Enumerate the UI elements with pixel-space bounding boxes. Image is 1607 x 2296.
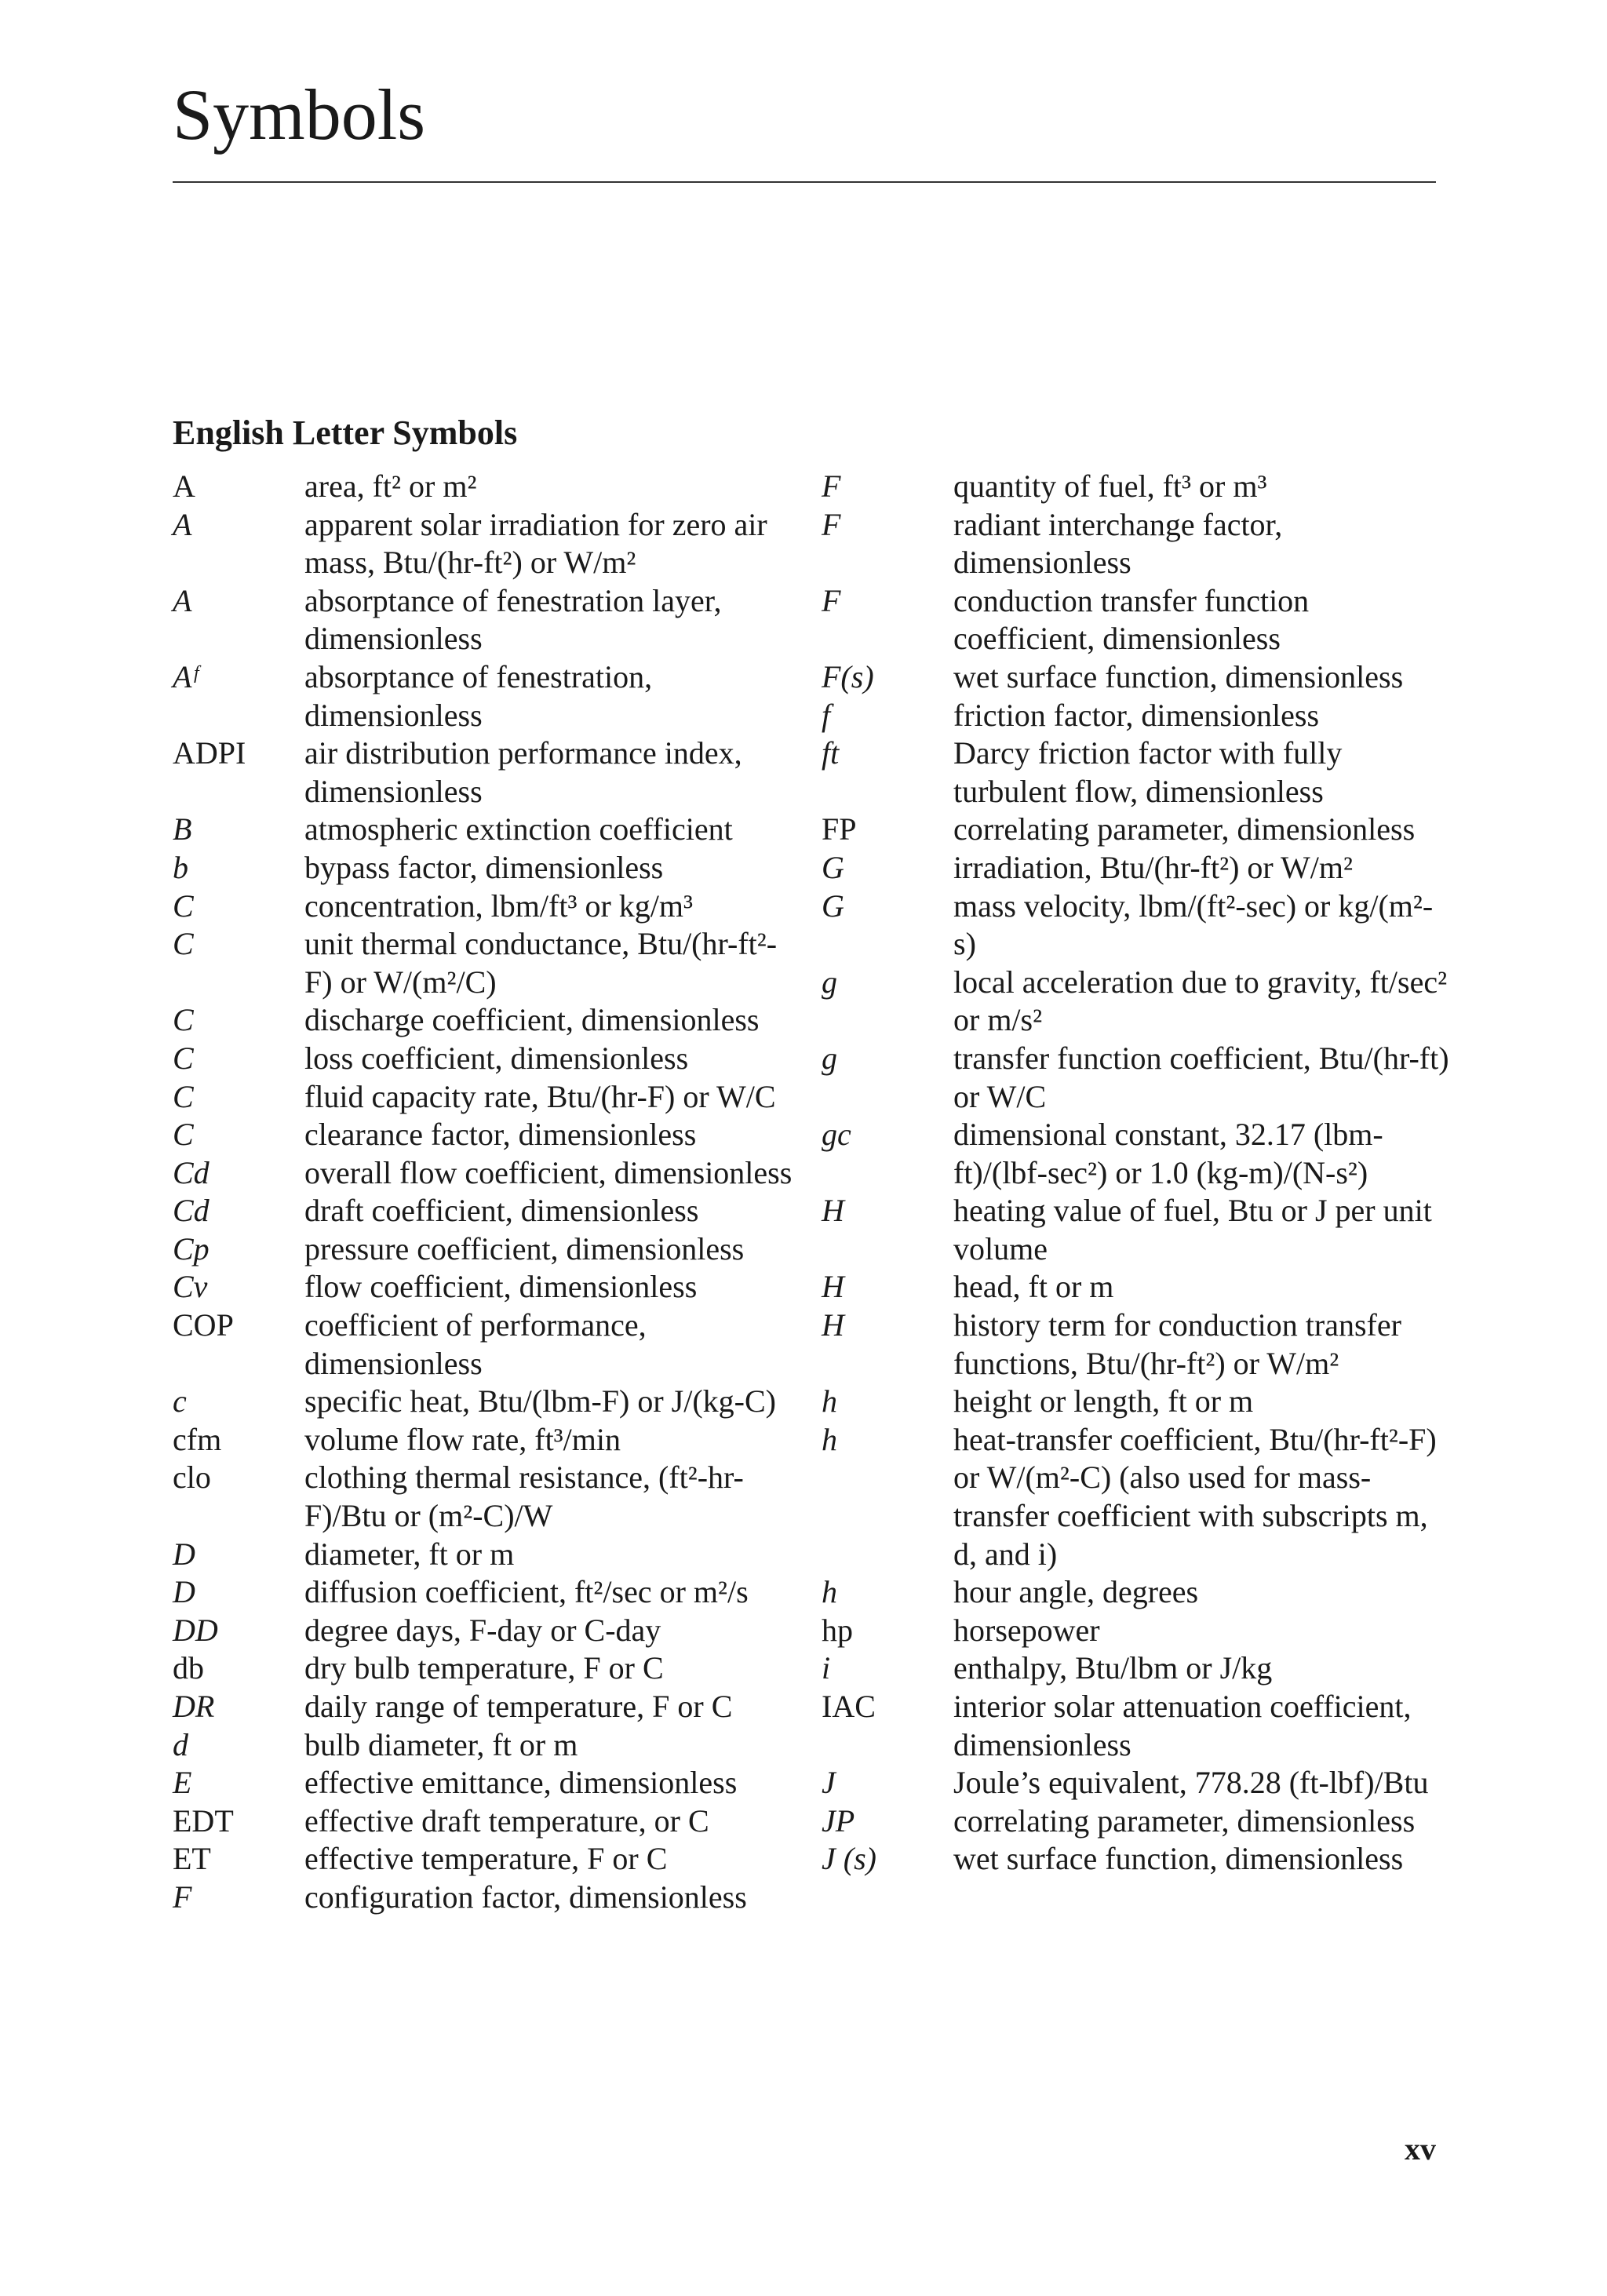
symbol: Cv <box>173 1269 208 1305</box>
symbol-entry <box>822 964 1449 1040</box>
symbol-definition: effective temperature, F or C <box>304 1841 668 1877</box>
symbol: d <box>173 1726 188 1762</box>
symbol-definition: dimensional constant, 32.17 (lbm-ft)/(lbf-sec²) or 1.0 (kg-m)/(N-s²) <box>953 1117 1383 1190</box>
symbol-entry <box>822 734 1449 811</box>
symbol: A <box>173 506 192 542</box>
symbol-definition: Darcy friction factor with fully turbulent flow, dimensionless <box>953 735 1343 809</box>
symbol-entry <box>173 1764 793 1802</box>
symbol: JP <box>822 1802 855 1839</box>
symbol: h <box>822 1383 837 1420</box>
symbol: F(s) <box>822 658 874 694</box>
symbol: g <box>822 964 837 1000</box>
symbol-definition: absorptance of fenestration layer, dimensionless <box>304 582 722 657</box>
symbol-definition: quantity of fuel, ft³ or m³ <box>953 468 1267 504</box>
symbol-entry <box>822 582 1449 658</box>
symbol-definition: volume flow rate, ft³/min <box>304 1421 621 1457</box>
symbol-definition: transfer function coefficient, Btu/(hr-ft) or W/C <box>953 1040 1449 1114</box>
symbol: J (s) <box>822 1841 876 1877</box>
symbol-entry <box>173 1840 793 1879</box>
symbol-entry <box>173 1802 793 1841</box>
symbol: A <box>173 468 195 504</box>
symbol-definition: effective emittance, dimensionless <box>304 1765 738 1801</box>
symbol: C <box>173 1002 194 1038</box>
right-symbol-column <box>822 468 1449 1879</box>
symbol: Aᶠ <box>173 658 198 694</box>
symbol: COP <box>173 1307 234 1343</box>
symbol-definition: wet surface function, dimensionless <box>953 1841 1404 1877</box>
symbol-entry <box>822 1840 1449 1879</box>
symbol-definition: friction factor, dimensionless <box>953 697 1320 733</box>
symbol-entry <box>822 1268 1449 1307</box>
symbol: hp <box>822 1612 853 1648</box>
symbol-entry <box>173 1879 793 1917</box>
symbol-definition: history term for conduction transfer functions, Btu/(hr-ft²) or W/m² <box>953 1307 1401 1381</box>
symbol-entry <box>173 1230 793 1269</box>
symbol: ft <box>822 735 840 771</box>
symbol: H <box>822 1269 844 1305</box>
symbol: C <box>173 1117 194 1153</box>
symbol: B <box>173 811 192 847</box>
symbol: F <box>822 582 841 618</box>
symbol-entry <box>173 1383 793 1421</box>
symbol: C <box>173 887 194 924</box>
symbol-entry <box>173 734 793 811</box>
symbol-definition: effective draft temperature, or C <box>304 1802 709 1839</box>
symbol: C <box>173 926 194 962</box>
symbol: Cp <box>173 1230 210 1266</box>
page-title: Symbols <box>173 75 426 155</box>
symbol-entry <box>822 1649 1449 1688</box>
symbol-entry <box>173 1649 793 1688</box>
symbol-entry <box>173 1154 793 1193</box>
title-divider <box>173 181 1436 183</box>
symbol-entry <box>822 468 1449 506</box>
symbol-definition: mass velocity, lbm/(ft²-sec) or kg/(m²-s) <box>953 887 1434 962</box>
symbol-entry <box>822 1040 1449 1116</box>
symbol-definition: apparent solar irradiation for zero air mass, Btu/(hr-ft²) or W/m² <box>304 506 767 581</box>
symbol-entry <box>173 1307 793 1383</box>
symbol-definition: clothing thermal resistance, (ft²-hr-F)/Btu or (m²-C)/W <box>304 1460 744 1534</box>
symbol-definition: concentration, lbm/ft³ or kg/m³ <box>304 887 693 924</box>
symbol-definition: unit thermal conductance, Btu/(hr-ft²-F) or W/(m²/C) <box>304 926 778 1000</box>
symbol-entry <box>173 1573 793 1612</box>
symbol-definition: heating value of fuel, Btu or J per unit volume <box>953 1193 1432 1266</box>
symbol-entry <box>173 1078 793 1117</box>
symbol: D <box>173 1574 195 1610</box>
symbol-definition: height or length, ft or m <box>953 1383 1254 1420</box>
symbol-entry <box>173 925 793 1001</box>
symbol: H <box>822 1307 844 1343</box>
symbol-definition: diameter, ft or m <box>304 1536 515 1572</box>
symbol-definition: local acceleration due to gravity, ft/sec² or m/s² <box>953 964 1448 1038</box>
symbol-definition: irradiation, Btu/(hr-ft²) or W/m² <box>953 849 1353 885</box>
symbol-definition: discharge coefficient, dimensionless <box>304 1002 760 1038</box>
symbol-entry <box>173 1192 793 1230</box>
symbol-entry <box>822 697 1449 735</box>
symbol: C <box>173 1040 194 1076</box>
symbol-definition: absorptance of fenestration, dimensionless <box>304 658 653 733</box>
page-number: xv <box>1405 2131 1436 2167</box>
symbol-entry <box>173 506 793 582</box>
symbol-entry <box>822 1573 1449 1612</box>
symbol: DR <box>173 1689 215 1724</box>
symbol-entry <box>173 1421 793 1460</box>
symbol-definition: area, ft² or m² <box>304 468 477 504</box>
symbol-definition: correlating parameter, dimensionless <box>953 811 1416 847</box>
symbol: F <box>822 468 841 504</box>
symbol-entry <box>173 1726 793 1765</box>
symbol: IAC <box>822 1689 876 1724</box>
symbol-entry <box>822 1612 1449 1650</box>
symbol-definition: degree days, F-day or C-day <box>304 1612 661 1648</box>
symbol-definition: configuration factor, dimensionless <box>304 1879 747 1915</box>
symbol-definition: correlating parameter, dimensionless <box>953 1802 1416 1839</box>
symbol: G <box>822 849 844 885</box>
symbol-entry <box>173 1116 793 1154</box>
symbol: Cd <box>173 1154 210 1190</box>
symbol-definition: pressure coefficient, dimensionless <box>304 1230 745 1266</box>
symbol-entry <box>173 1040 793 1078</box>
symbol: J <box>822 1765 836 1801</box>
symbol-entry <box>822 1307 1449 1383</box>
symbol-definition: conduction transfer function coefficient, dimensionless <box>953 582 1310 657</box>
symbol-definition: coefficient of performance, dimensionless <box>304 1307 647 1381</box>
symbol-entry <box>173 849 793 887</box>
symbol: F <box>173 1879 192 1915</box>
symbol: F <box>822 506 841 542</box>
symbol-entry <box>173 468 793 506</box>
symbol-entry <box>822 1802 1449 1841</box>
symbol-entry <box>173 1536 793 1574</box>
symbol-definition: fluid capacity rate, Btu/(hr-F) or W/C <box>304 1078 776 1114</box>
symbol-entry <box>822 811 1449 849</box>
symbol-entry <box>173 1459 793 1535</box>
symbol-entry <box>173 887 793 926</box>
symbol: b <box>173 849 188 885</box>
symbol-entry <box>173 811 793 849</box>
symbol-definition: clearance factor, dimensionless <box>304 1117 697 1153</box>
symbol: h <box>822 1421 837 1457</box>
symbol-definition: heat-transfer coefficient, Btu/(hr-ft²-F) or W/(m²-C) (also used for mass-transfer coefficient with subscripts m, d, and i) <box>953 1421 1437 1572</box>
symbol-entry <box>822 1688 1449 1764</box>
symbol: clo <box>173 1460 211 1496</box>
symbol-definition: bypass factor, dimensionless <box>304 849 664 885</box>
symbol: gc <box>822 1117 851 1153</box>
symbol: H <box>822 1193 844 1229</box>
symbol-definition: draft coefficient, dimensionless <box>304 1193 699 1229</box>
symbol: C <box>173 1078 194 1114</box>
symbol-definition: daily range of temperature, F or C <box>304 1689 733 1724</box>
symbol-entry <box>822 887 1449 964</box>
symbol-definition: enthalpy, Btu/lbm or J/kg <box>953 1650 1273 1686</box>
symbol-definition: horsepower <box>953 1612 1100 1648</box>
symbol: db <box>173 1650 204 1686</box>
left-symbol-column <box>173 468 793 1917</box>
symbol: FP <box>822 811 857 847</box>
symbol: i <box>822 1650 831 1686</box>
symbol-entry <box>173 1612 793 1650</box>
symbol: ET <box>173 1841 211 1877</box>
symbol-entry <box>822 1421 1449 1573</box>
symbol: A <box>173 582 192 618</box>
symbol-definition: flow coefficient, dimensionless <box>304 1269 698 1305</box>
symbol: EDT <box>173 1802 234 1839</box>
symbol-definition: loss coefficient, dimensionless <box>304 1040 689 1076</box>
symbol-entry <box>173 582 793 658</box>
symbol: E <box>173 1765 192 1801</box>
symbol: D <box>173 1536 195 1572</box>
symbol-entry <box>173 1268 793 1307</box>
section-heading: English Letter Symbols <box>173 414 518 452</box>
symbol: c <box>173 1383 187 1420</box>
symbol-entry <box>173 1688 793 1726</box>
symbol-entry <box>822 506 1449 582</box>
symbol-entry <box>822 658 1449 697</box>
symbol: h <box>822 1574 837 1610</box>
symbol: Cd <box>173 1193 210 1229</box>
symbol: g <box>822 1040 837 1076</box>
symbol-definition: wet surface function, dimensionless <box>953 658 1404 694</box>
symbol: DD <box>173 1612 218 1648</box>
symbol-definition: interior solar attenuation coefficient, dimensionless <box>953 1689 1412 1762</box>
symbol: ADPI <box>173 735 246 771</box>
symbol-definition: diffusion coefficient, ft²/sec or m²/s <box>304 1574 749 1610</box>
symbol-definition: overall flow coefficient, dimensionless <box>304 1154 793 1190</box>
symbol-definition: Joule’s equivalent, 778.28 (ft-lbf)/Btu <box>953 1765 1429 1801</box>
symbol-definition: hour angle, degrees <box>953 1574 1199 1610</box>
symbol-definition: radiant interchange factor, dimensionless <box>953 506 1283 581</box>
symbol-definition: head, ft or m <box>953 1269 1114 1305</box>
symbol: cfm <box>173 1421 222 1457</box>
symbol: G <box>822 887 844 924</box>
symbol: f <box>822 697 831 733</box>
symbol-entry <box>822 849 1449 887</box>
symbol-entry <box>822 1383 1449 1421</box>
symbol-entry <box>822 1764 1449 1802</box>
symbol-definition: air distribution performance index, dimensionless <box>304 735 742 809</box>
symbol-entry <box>173 1001 793 1040</box>
symbol-entry <box>173 658 793 734</box>
symbol-definition: dry bulb temperature, F or C <box>304 1650 664 1686</box>
symbol-definition: atmospheric extinction coefficient <box>304 811 733 847</box>
symbol-definition: bulb diameter, ft or m <box>304 1726 578 1762</box>
symbol-definition: specific heat, Btu/(lbm-F) or J/(kg-C) <box>304 1383 776 1420</box>
symbol-entry <box>822 1192 1449 1268</box>
symbol-entry <box>822 1116 1449 1192</box>
